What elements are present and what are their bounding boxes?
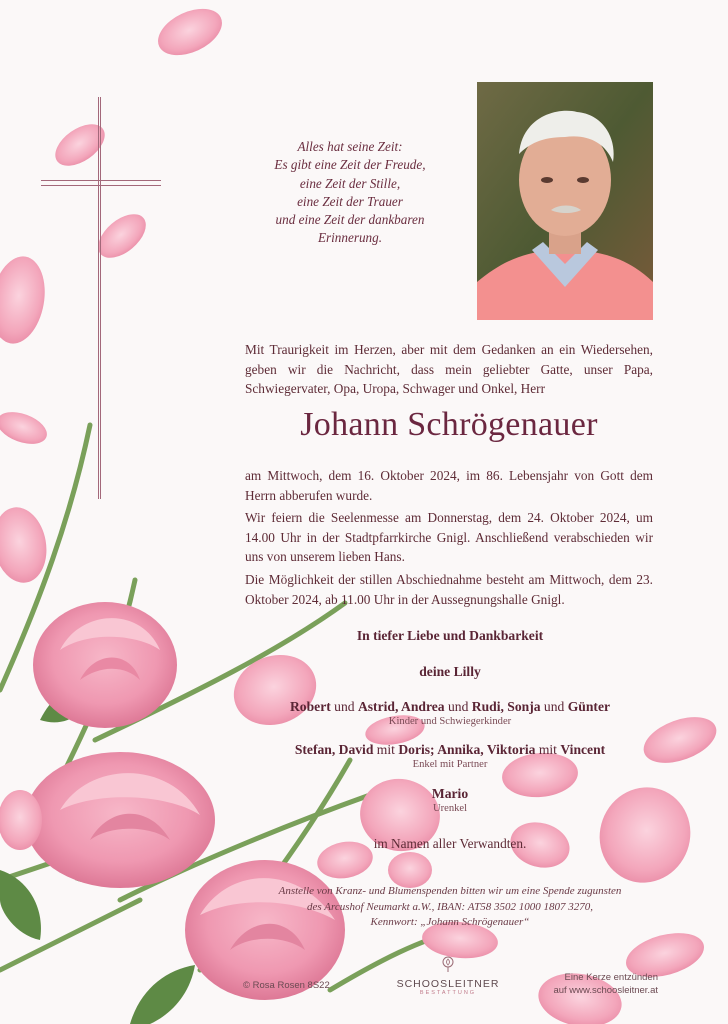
mourner-name: Astrid (357, 699, 395, 714)
portrait-photo (477, 82, 653, 320)
mourner-name: Doris; Annika, Viktoria (398, 742, 536, 757)
donation-line: Kennwort: „Johann Schrögenauer“ (370, 916, 530, 928)
mourner-name: Stefan, David (294, 742, 374, 757)
grandchildren-line (210, 742, 690, 758)
deceased-name: Johann Schrögenauer (300, 406, 598, 443)
logo-name: SCHOOSLEITNER (396, 978, 500, 990)
candle-url[interactable]: auf www.schoosleitner.at (553, 985, 658, 996)
candle-line: Eine Kerze entzünden (564, 972, 658, 983)
logo-subtitle: BESTATTUNG (419, 990, 477, 996)
quote-line: Es gibt eine Zeit der Freude, (274, 157, 426, 173)
funeral-home-logo (393, 955, 503, 996)
announcement-intro: Mit Traurigkeit im Herzen, aber mit dem Gedanken an ein Wiedersehen, geben wir die Nachricht, dass mein geliebter Gatte, unser Papa, Schwiegervater, Opa, Uropa, Schwager und Onkel, Herr (245, 342, 653, 396)
death-notice: am Mittwoch, dem 16. Oktober 2024, im 86. Lebensjahr von Gott dem Herrn abberufen wurde. (245, 468, 653, 503)
mourner-name: Robert (289, 699, 331, 714)
quote-line: Erinnerung. (317, 230, 383, 246)
donation-line: des Arcushof Neumarkt a.W., IBAN: AT58 3502 1000 1807 3270, (307, 900, 593, 913)
greatgrandchild-caption: Urenkel (432, 803, 468, 814)
quote-line: eine Zeit der Stille, (299, 175, 401, 191)
funeral-mass-info: Wir feiern die Seelenmesse am Donnerstag, dem 24. Oktober 2024, um 14.00 Uhr in der Stadtpfarrkirche Gnigl. Anschließend verabschieden wir uns von unserem lieben Hans. (245, 510, 653, 564)
mourner-name: Vincent (560, 742, 606, 757)
connector: , (394, 699, 402, 714)
memorial-quote (245, 138, 455, 248)
mourner-name: Rudi (471, 699, 501, 714)
rose-logo-icon (439, 955, 457, 973)
farewell-info: Die Möglichkeit der stillen Abschiednahme besteht am Mittwoch, dem 23. Oktober 2024, ab 11.00 Uhr in der Aussegnungshalle Gnigl. (245, 572, 653, 607)
cross-bar (41, 180, 161, 186)
relatives-line: im Namen aller Verwandten. (373, 836, 527, 851)
quote-line: Alles hat seine Zeit: (297, 139, 403, 154)
donation-note (210, 884, 690, 931)
closing-line: In tiefer Liebe und Dankbarkeit (356, 628, 544, 643)
cross-icon (98, 97, 101, 499)
connector: , (500, 699, 508, 714)
mourner-name: Sonja (507, 699, 541, 714)
children-line (210, 699, 690, 715)
connector: und (330, 699, 358, 714)
image-credit: © Rosa Rosen 8S22 (243, 980, 330, 991)
greatgrandchild-line: Mario (431, 786, 469, 801)
grandchildren-caption: Enkel mit Partner (412, 759, 488, 770)
connector: und (540, 699, 568, 714)
rose-middle-left (25, 752, 215, 888)
wife-line: deine Lilly (419, 664, 481, 679)
connector: mit (373, 742, 399, 757)
rose-top-left (33, 602, 177, 728)
candle-link[interactable] (538, 971, 658, 997)
quote-line: und eine Zeit der dankbaren (275, 212, 425, 228)
quote-line: eine Zeit der Trauer (297, 193, 403, 209)
connector: mit (535, 742, 561, 757)
children-caption: Kinder und Schwiegerkinder (388, 716, 512, 727)
mourner-name: Andrea (401, 699, 445, 714)
connector: und (444, 699, 472, 714)
donation-line: Anstelle von Kranz- und Blumenspenden bitten wir um eine Spende zugunsten (278, 885, 622, 897)
mourner-name: Günter (567, 699, 611, 714)
